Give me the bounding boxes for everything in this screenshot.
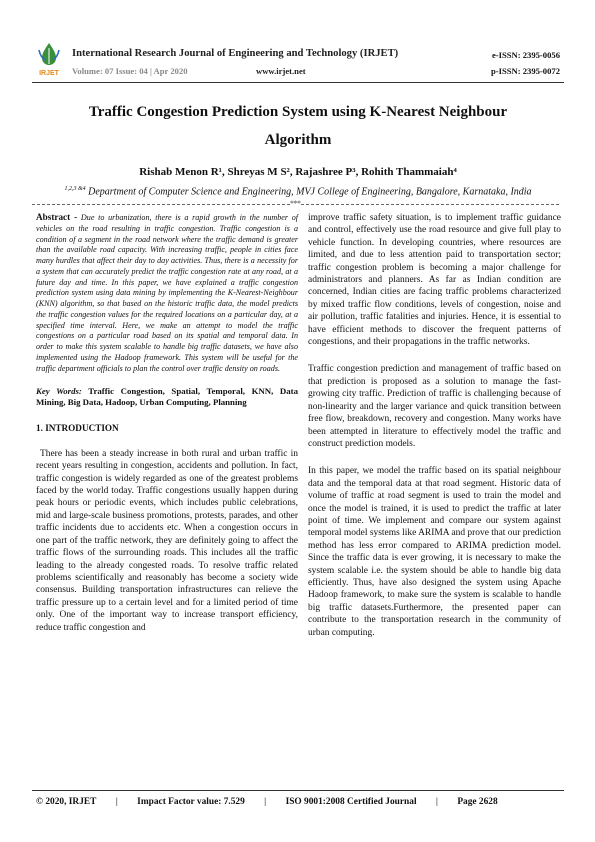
affiliation-text: Department of Computer Science and Engineering, MVJ College of Engineering, Bangalore, Karnataka, India: [85, 186, 532, 198]
footer-separator: |: [264, 797, 267, 807]
title-line-2: Algorithm: [264, 132, 332, 148]
author-list: Rishab Menon R¹, Shreyas M S², Rajashree P³, Rohith Thammaiah⁴: [139, 166, 457, 178]
abstract: [36, 212, 298, 374]
footer-impact-factor: Impact Factor value: 7.529: [137, 797, 245, 807]
abstract-label: Abstract -: [36, 212, 78, 222]
journal-name: International Research Journal of Engineering and Technology (IRJET): [72, 48, 399, 59]
journal-header: [32, 40, 564, 80]
header-divider: [32, 82, 564, 83]
keywords-text: Traffic Congestion, Spatial, Temporal, KNN, Data Mining, Big Data, Hadoop, Urban Computing, Planning: [36, 386, 298, 407]
intro-paragraph-1: There has been a steady increase in both rural and urban traffic in recent years resulting in congestion, accidents and pollution. In fact, traffic congestion is widely regarded as one of the greatest problems faced by the world today. Traffic congestions usually happen during peak hours or periodic events, which includes public celebrations, mid and large-scale business promotions, protests, parades, and other traffic incidents due to accidents etc. When a congestion occurs in one part of the traffic network, they are definitely going to affect the traffic flows of the surrounding roads. This includes all the traffic leading to the already congested roads. To resolve traffic related problems scientifically and reasonably has become a society wide consensus. Building transportation infrastructures can relieve the traffic pressure up to a certain level and for a limited period of time only. One of the important way to increase transport efficiency, reduce traffic congestion and: [36, 448, 298, 633]
left-column: [36, 212, 298, 634]
keywords-label: Key Words:: [36, 386, 82, 397]
section-heading-introduction: 1. INTRODUCTION: [36, 423, 119, 434]
footer-page-number: Page 2628: [457, 797, 498, 807]
p-issn: p-ISSN: 2395-0072: [491, 66, 560, 76]
footer-iso: ISO 9001:2008 Certified Journal: [285, 797, 417, 807]
intro-paragraph-3: Traffic congestion prediction and management of traffic based on that prediction is proposed as a solution to manage the fast-growing city traffic. Prediction of traffic is challenging because of non-linearity and the larger variance and quick transition between free flow, breakdown, recovery and congestion. Many works have been attempted in literature to effectively model the traffic and construct prediction models.: [308, 364, 561, 449]
svg-text:IRJET: IRJET: [39, 70, 59, 77]
e-issn: e-ISSN: 2395-0056: [491, 50, 560, 60]
footer-separator: |: [115, 797, 118, 807]
page-footer: [36, 797, 498, 807]
footer-divider: [32, 790, 564, 791]
title-line-1: Traffic Congestion Prediction System using K-Nearest Neighbour: [88, 104, 508, 120]
right-column: [308, 212, 561, 654]
paper-title: [40, 98, 556, 154]
journal-website: www.irjet.net: [256, 66, 306, 76]
intro-paragraph-4: In this paper, we model the traffic based on its spatial neighbour data and the temporal data at that road segment. Historic data of volume of traffic at road segment is used to train the model and once the model is trained, it is used to predict the traffic at later point of time. We implement and compare our system against temporal model systems like ARIMA and prove that our prediction method has less error compared to ARIMA prediction model. Since the traffic data is ever growing, it is necessary to make the system scalable i.e. the system should be able to handle big data efficiently. Thus, have also designed the system using Apache Hadoop framework, to make sure the system is scalable to handle big traffic datasets.Furthermore, the presented paper can contribute to the transportation research in the community of urban computing.: [308, 466, 561, 638]
footer-separator: |: [435, 797, 438, 807]
abstract-text: Due to urbanization, there is a rapid growth in the number of vehicles on the road resulting in traffic congestion. Traffic congestion is a condition of a segment in the road network where the traffic demand is greater than the available road capacity. With increasing traffic, people in cities face many hurdles that affect their day to day activities. Thus, there is a necessity for a system that can accurately predict the traffic congestion rate at any road, at a future day and time. In this paper, we have explained a traffic congestion prediction system using data mining by implementing the K-Nearest-Neighbour (KNN) algorithm, so that based on the historic traffic data, the model predicts the traffic congestion values for the required locations on a particular day, at a specified time interval. Here, we make an attempt to model the traffic congestions on a particular road based on its spatial and temporal data. In order to make this system scalable to handle big traffic datasets, we have also implemented using the Hadoop framework. This system will be useful for the traffic department officials to plan the control over traffic density on roads.: [36, 213, 298, 373]
affiliation-superscript: 1,2,3 &4: [64, 186, 86, 192]
footer-copyright: © 2020, IRJET: [36, 797, 97, 807]
section-separator: [32, 199, 564, 208]
intro-paragraph-2: improve traffic safety situation, is to implement traffic guidance and control, effectively use the road resource and give full play to vehicle function. In developing countries, where resources are limited, and due to less attention paid to transportation sector; traffic congestion problem is becoming a major challenge for administrators and planners. As far as Indian condition are concerned, Indian cities are facing traffic problems characterized by mixed traffic flow conditions, levels of congestion, noise and air pollution, traffic fatalities and injuries. Hence, it is essential to have efficient methods to discover the frequent patterns of congestions, and their propagations in the traffic networks.: [308, 213, 561, 348]
volume-issue: Volume: 07 Issue: 04 | Apr 2020: [72, 66, 188, 76]
irjet-logo: [36, 42, 62, 78]
keywords: [36, 386, 298, 407]
separator-stars: ***: [290, 199, 301, 208]
affiliation: [40, 186, 556, 197]
